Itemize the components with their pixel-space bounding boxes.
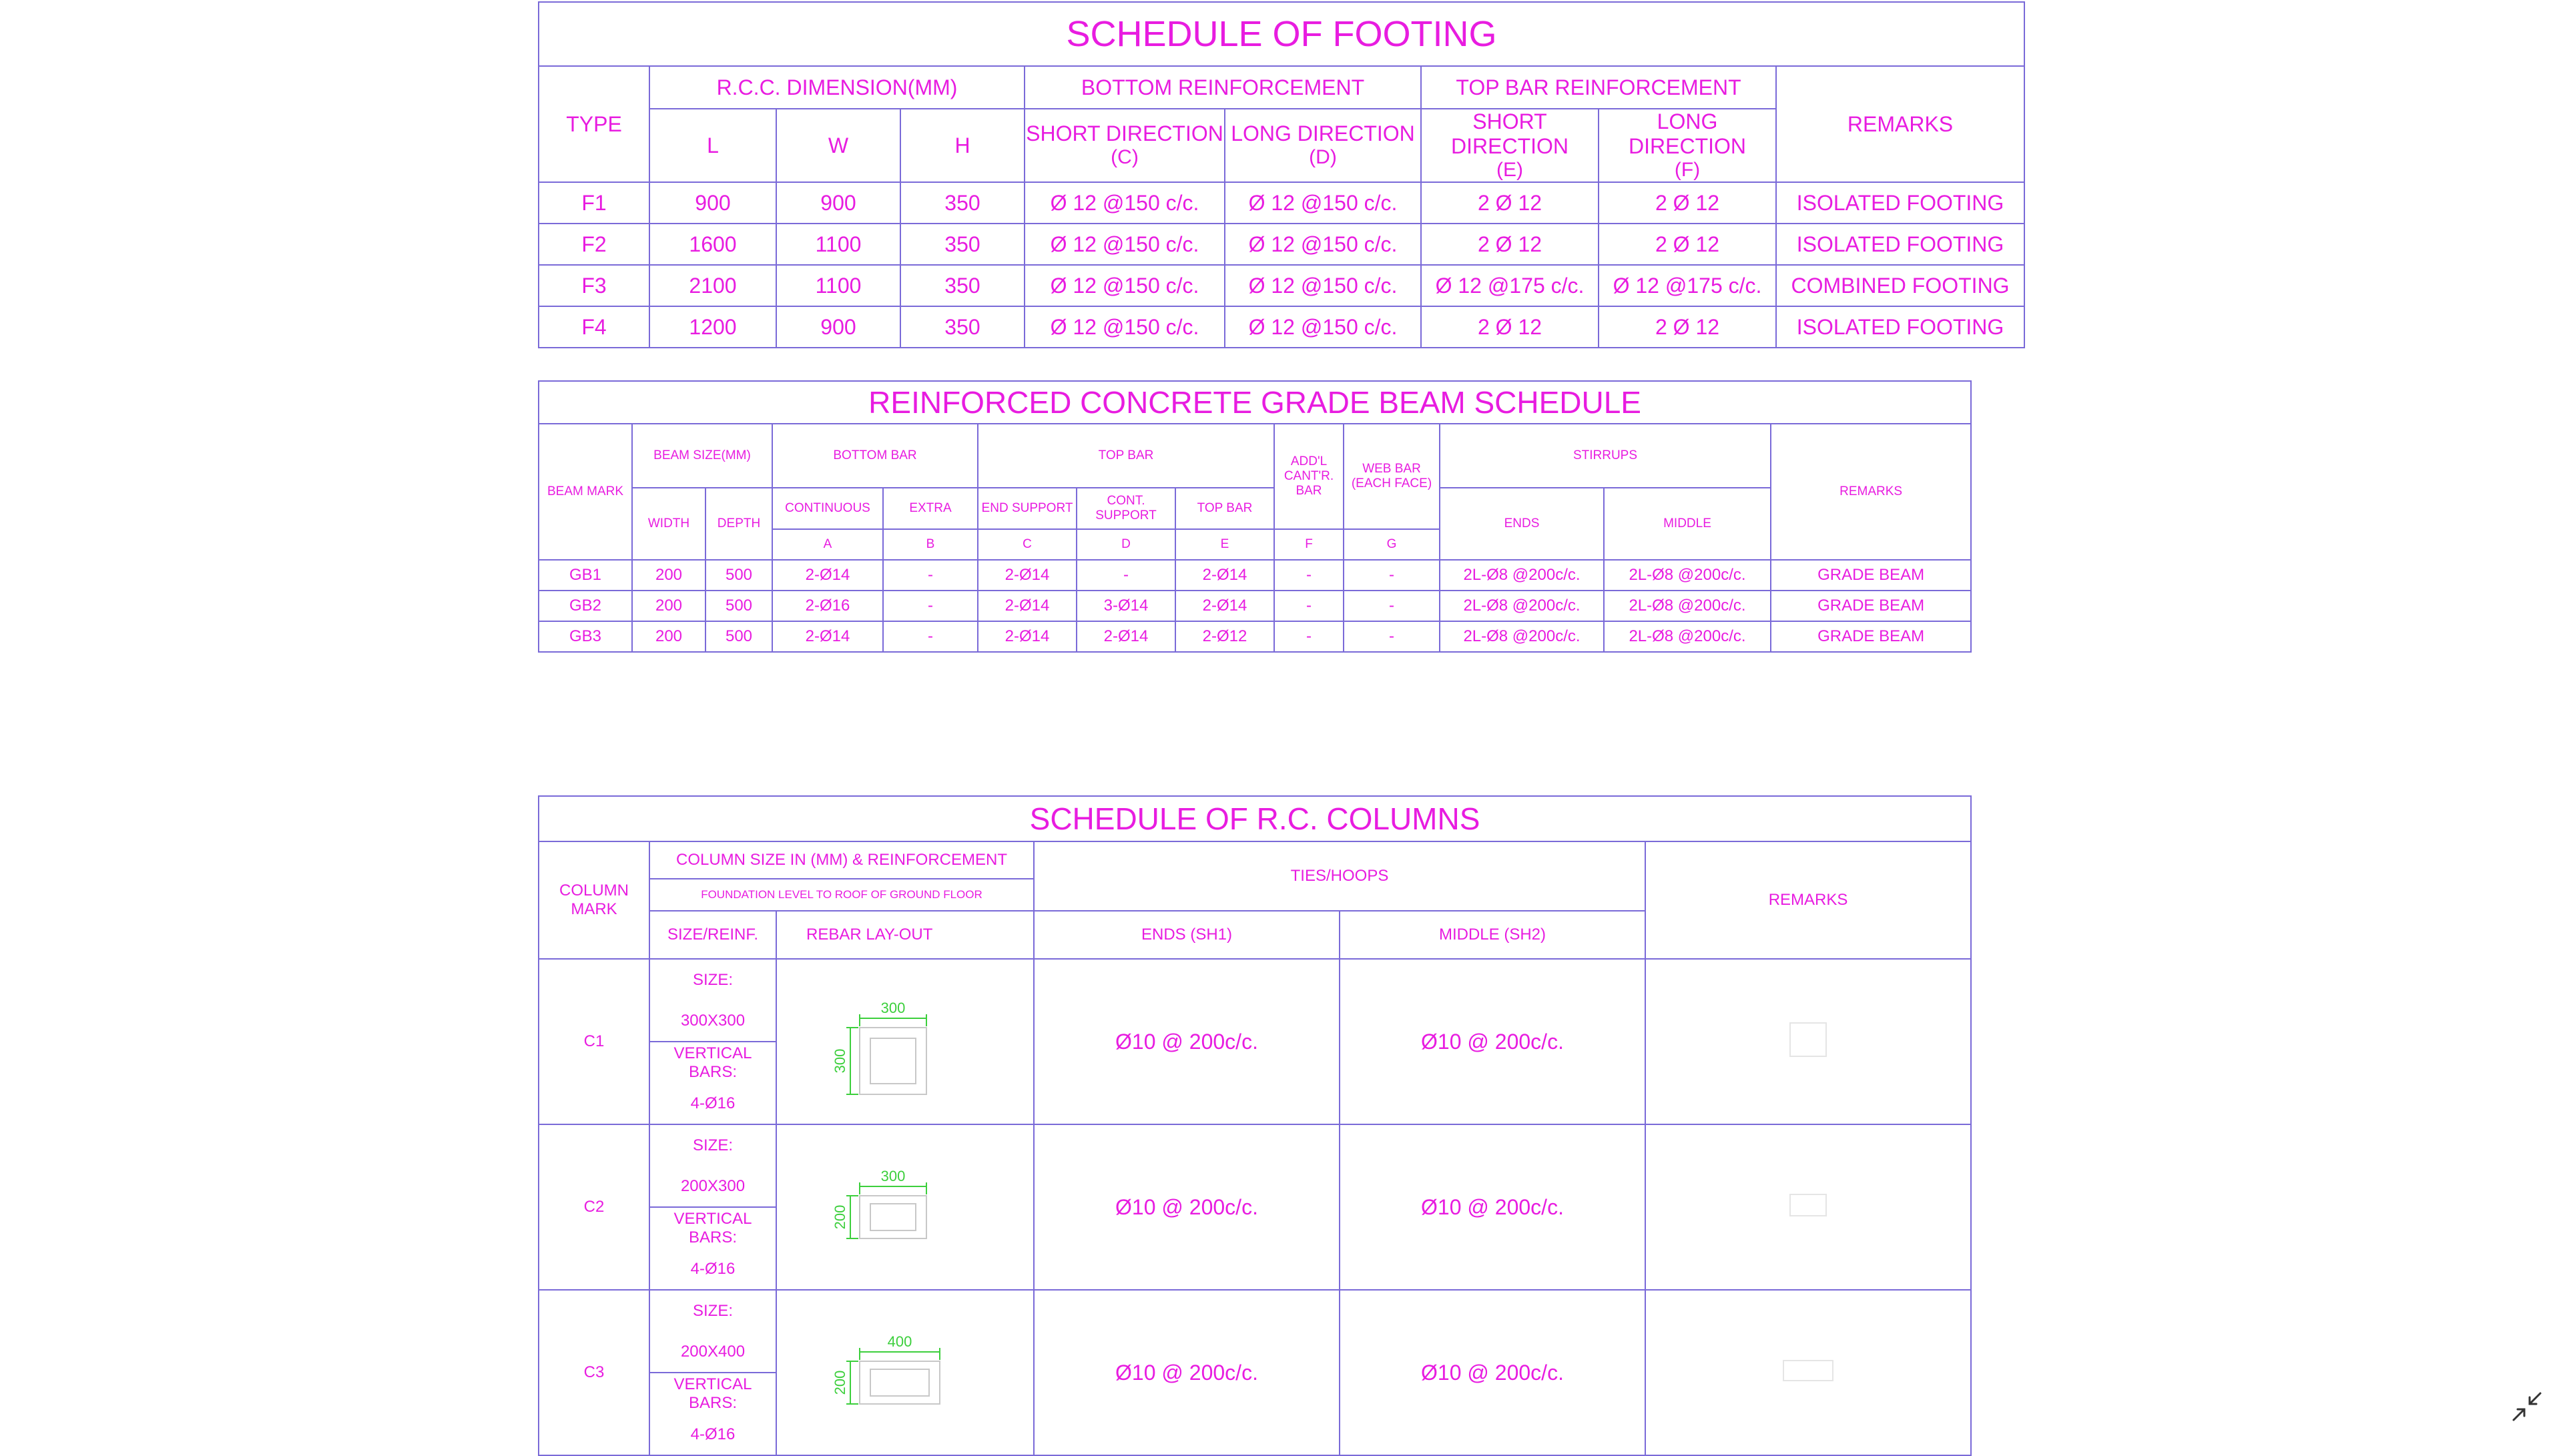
column-mark-header: COLUMN MARK [539, 841, 649, 959]
beam-depth: 500 [705, 591, 772, 621]
size-label: SIZE: [692, 1301, 733, 1320]
beam-f: - [1274, 560, 1344, 591]
footing-h: 350 [900, 306, 1025, 348]
dimension-height-label: 200 [832, 1204, 848, 1230]
continuous-header: CONTINUOUS [772, 488, 883, 529]
beam-remarks: GRADE BEAM [1771, 621, 1971, 652]
beam-size-header: BEAM SIZE(MM) [632, 424, 772, 488]
beam-e: 2-Ø14 [1175, 591, 1274, 621]
table-row [539, 1124, 1971, 1290]
footing-w: 1100 [776, 224, 900, 265]
c-label: (C) [1111, 146, 1139, 169]
size-label: SIZE: [692, 1136, 733, 1154]
col-b-label: B [883, 529, 978, 560]
footing-remarks: COMBINED FOOTING [1776, 265, 2024, 306]
footing-d: Ø 12 @150 c/c. [1225, 224, 1421, 265]
footing-short-e-header [1421, 109, 1599, 182]
column-mark: C1 [539, 959, 649, 1124]
table-row [539, 560, 1971, 591]
footing-long-d-header [1225, 109, 1421, 182]
footing-type: F2 [539, 224, 649, 265]
beam-mark-header: BEAM MARK [539, 424, 632, 560]
footing-type-header: TYPE [539, 66, 649, 182]
footing-e: 2 Ø 12 [1421, 224, 1599, 265]
footing-short-c-header [1025, 109, 1225, 182]
footing-l: 1600 [649, 224, 776, 265]
ties-hoops-header: TIES/HOOPS [1034, 841, 1645, 911]
table-row [539, 1290, 1971, 1455]
width-header: WIDTH [632, 488, 705, 560]
beam-b: - [883, 621, 978, 652]
table-row [539, 265, 2024, 306]
rebar-layout-drawing [777, 960, 1034, 1124]
column-schedule-table [538, 795, 1972, 1456]
footing-rcc-dimension-header: R.C.C. DIMENSION(MM) [649, 66, 1025, 109]
beam-depth: 500 [705, 560, 772, 591]
tie-outline [870, 1369, 929, 1396]
vertical-bars-label: VERTICAL BARS: [650, 1372, 776, 1414]
footing-c: Ø 12 @150 c/c. [1025, 224, 1225, 265]
footing-h: 350 [900, 224, 1025, 265]
size-label: SIZE: [692, 970, 733, 989]
footing-title: SCHEDULE OF FOOTING [539, 2, 2024, 66]
ties-ends-header: ENDS (SH1) [1034, 911, 1340, 959]
footing-l: 900 [649, 182, 776, 224]
rebar-layout-cell [776, 959, 1034, 1124]
footing-type: F3 [539, 265, 649, 306]
footing-f: 2 Ø 12 [1599, 224, 1776, 265]
vertical-bars-value: 4-Ø16 [690, 1259, 736, 1278]
depth-header: DEPTH [705, 488, 772, 560]
beam-g: - [1344, 560, 1440, 591]
tie-outline [870, 1038, 916, 1084]
table-row [539, 182, 2024, 224]
footing-remarks: ISOLATED FOOTING [1776, 182, 2024, 224]
footing-l: 2100 [649, 265, 776, 306]
remarks-placeholder-box [1783, 1360, 1833, 1381]
beam-a: 2-Ø16 [772, 591, 883, 621]
dimension-width-label: 400 [887, 1333, 912, 1350]
top-bar-header: TOP BAR [978, 424, 1274, 488]
long-direction-label: LONG DIRECTION [1629, 109, 1746, 158]
ties-middle: Ø10 @ 200c/c. [1340, 1124, 1645, 1290]
footing-type: F1 [539, 182, 649, 224]
ties-ends: Ø10 @ 200c/c. [1034, 1290, 1340, 1455]
beam-ends: 2L-Ø8 @200c/c. [1440, 621, 1604, 652]
column-outline [860, 1361, 940, 1404]
col-d-label: D [1077, 529, 1175, 560]
col-a-label: A [772, 529, 883, 560]
beam-remarks-header: REMARKS [1771, 424, 1971, 560]
table-row [539, 591, 1971, 621]
e-label: (E) [1496, 158, 1523, 181]
grade-beam-schedule-table [538, 380, 1972, 653]
beam-b: - [883, 591, 978, 621]
f-label: (F) [1674, 158, 1701, 181]
cont-support-header: CONT. SUPPORT [1077, 488, 1175, 529]
addl-cantr-bar-header: ADD'L CANT'R. BAR [1274, 424, 1344, 529]
footing-f: 2 Ø 12 [1599, 182, 1776, 224]
column-size-value: 300X300 [680, 1011, 746, 1030]
beam-mark: GB1 [539, 560, 632, 591]
table-row [539, 621, 1971, 652]
vertical-bars-value: 4-Ø16 [690, 1094, 736, 1112]
collapse-icon[interactable] [2511, 1391, 2543, 1423]
footing-remarks: ISOLATED FOOTING [1776, 306, 2024, 348]
col-c-label: C [978, 529, 1077, 560]
dimension-height-label: 200 [832, 1370, 848, 1395]
dimension-width-label: 300 [880, 1168, 906, 1184]
beam-middle: 2L-Ø8 @200c/c. [1604, 591, 1771, 621]
column-mark: C3 [539, 1290, 649, 1455]
beam-d: - [1077, 560, 1175, 591]
beam-b: - [883, 560, 978, 591]
footing-remarks-header: REMARKS [1776, 66, 2024, 182]
ties-ends: Ø10 @ 200c/c. [1034, 959, 1340, 1124]
footing-l: 1200 [649, 306, 776, 348]
footing-remarks: ISOLATED FOOTING [1776, 224, 2024, 265]
beam-d: 3-Ø14 [1077, 591, 1175, 621]
beam-width: 200 [632, 621, 705, 652]
beam-c: 2-Ø14 [978, 591, 1077, 621]
beam-f: - [1274, 591, 1344, 621]
table-row [539, 959, 1971, 1124]
beam-remarks: GRADE BEAM [1771, 591, 1971, 621]
extra-header: EXTRA [883, 488, 978, 529]
beam-middle: 2L-Ø8 @200c/c. [1604, 621, 1771, 652]
beam-width: 200 [632, 591, 705, 621]
column-remarks [1645, 959, 1971, 1124]
vertical-bars-label: VERTICAL BARS: [650, 1206, 776, 1248]
column-size-cell [649, 1290, 776, 1455]
remarks-placeholder-box [1789, 1194, 1827, 1216]
level-header: FOUNDATION LEVEL TO ROOF OF GROUND FLOOR [649, 879, 1034, 911]
ties-middle-header: MIDDLE (SH2) [1340, 911, 1645, 959]
short-direction-label: SHORT DIRECTION [1451, 109, 1569, 158]
footing-e: 2 Ø 12 [1421, 306, 1599, 348]
footing-c: Ø 12 @150 c/c. [1025, 182, 1225, 224]
footing-type: F4 [539, 306, 649, 348]
column-mark: C2 [539, 1124, 649, 1290]
beam-ends: 2L-Ø8 @200c/c. [1440, 560, 1604, 591]
col-g-label: G [1344, 529, 1440, 560]
footing-w: 900 [776, 182, 900, 224]
beam-g: - [1344, 621, 1440, 652]
beam-a: 2-Ø14 [772, 560, 883, 591]
column-remarks [1645, 1124, 1971, 1290]
dimension-width-label: 300 [880, 1000, 906, 1016]
footing-e: 2 Ø 12 [1421, 182, 1599, 224]
ties-ends: Ø10 @ 200c/c. [1034, 1124, 1340, 1290]
ties-middle: Ø10 @ 200c/c. [1340, 1290, 1645, 1455]
rebar-layout-drawing [777, 1125, 1034, 1289]
column-size-value: 200X400 [680, 1342, 746, 1361]
beam-c: 2-Ø14 [978, 560, 1077, 591]
footing-f: 2 Ø 12 [1599, 306, 1776, 348]
footing-h-header: H [900, 109, 1025, 182]
ties-middle: Ø10 @ 200c/c. [1340, 959, 1645, 1124]
beam-a: 2-Ø14 [772, 621, 883, 652]
web-bar-header: WEB BAR (EACH FACE) [1344, 424, 1440, 529]
beam-e: 2-Ø12 [1175, 621, 1274, 652]
vertical-bars-value: 4-Ø16 [690, 1425, 736, 1443]
table-row [539, 224, 2024, 265]
beam-f: - [1274, 621, 1344, 652]
size-reinf-header: SIZE/REINF. [649, 911, 776, 959]
stirrups-header: STIRRUPS [1440, 424, 1771, 488]
footing-long-f-header [1599, 109, 1776, 182]
beam-remarks: GRADE BEAM [1771, 560, 1971, 591]
d-label: (D) [1309, 146, 1337, 169]
rebar-layout-cell [776, 1124, 1034, 1290]
beam-ends: 2L-Ø8 @200c/c. [1440, 591, 1604, 621]
stirrups-middle-header: MIDDLE [1604, 488, 1771, 560]
grade-beam-title: REINFORCED CONCRETE GRADE BEAM SCHEDULE [539, 381, 1971, 424]
footing-d: Ø 12 @150 c/c. [1225, 182, 1421, 224]
beam-e: 2-Ø14 [1175, 560, 1274, 591]
rebar-layout-cell [776, 1290, 1034, 1455]
footing-schedule-table [538, 1, 2025, 348]
long-direction-label: LONG DIRECTION [1231, 121, 1415, 146]
col-e-label: E [1175, 529, 1274, 560]
bottom-bar-header: BOTTOM BAR [772, 424, 978, 488]
table-row [539, 306, 2024, 348]
footing-f: Ø 12 @175 c/c. [1599, 265, 1776, 306]
collapse-icon-graphic [2511, 1391, 2543, 1423]
remarks-placeholder-box [1789, 1022, 1827, 1057]
footing-w: 900 [776, 306, 900, 348]
column-remarks-header: REMARKS [1645, 841, 1971, 959]
column-size-cell [649, 1124, 776, 1290]
col-f-label: F [1274, 529, 1344, 560]
beam-middle: 2L-Ø8 @200c/c. [1604, 560, 1771, 591]
beam-mark: GB3 [539, 621, 632, 652]
beam-mark: GB2 [539, 591, 632, 621]
beam-c: 2-Ø14 [978, 621, 1077, 652]
beam-depth: 500 [705, 621, 772, 652]
column-remarks [1645, 1290, 1971, 1455]
column-size-value: 200X300 [680, 1176, 746, 1195]
rebar-layout-drawing [777, 1291, 1034, 1455]
footing-c: Ø 12 @150 c/c. [1025, 306, 1225, 348]
stirrups-ends-header: ENDS [1440, 488, 1604, 560]
footing-w: 1100 [776, 265, 900, 306]
footing-d: Ø 12 @150 c/c. [1225, 306, 1421, 348]
beam-width: 200 [632, 560, 705, 591]
footing-w-header: W [776, 109, 900, 182]
rebar-layout-header: REBAR LAY-OUT [776, 911, 1034, 959]
beam-g: - [1344, 591, 1440, 621]
end-support-header: END SUPPORT [978, 488, 1077, 529]
vertical-bars-label: VERTICAL BARS: [650, 1041, 776, 1083]
column-size-header: COLUMN SIZE IN (MM) & REINFORCEMENT [649, 841, 1034, 879]
beam-d: 2-Ø14 [1077, 621, 1175, 652]
dimension-height-label: 300 [832, 1048, 848, 1074]
tie-outline [870, 1204, 916, 1230]
footing-h: 350 [900, 265, 1025, 306]
footing-d: Ø 12 @150 c/c. [1225, 265, 1421, 306]
column-schedule-title: SCHEDULE OF R.C. COLUMNS [539, 796, 1971, 841]
column-size-cell [649, 959, 776, 1124]
footing-c: Ø 12 @150 c/c. [1025, 265, 1225, 306]
short-direction-label: SHORT DIRECTION [1026, 121, 1223, 146]
footing-bottom-reinf-header: BOTTOM REINFORCEMENT [1025, 66, 1421, 109]
footing-top-reinf-header: TOP BAR REINFORCEMENT [1421, 66, 1776, 109]
footing-l-header: L [649, 109, 776, 182]
footing-h: 350 [900, 182, 1025, 224]
footing-e: Ø 12 @175 c/c. [1421, 265, 1599, 306]
top-bar-sub-header: TOP BAR [1175, 488, 1274, 529]
